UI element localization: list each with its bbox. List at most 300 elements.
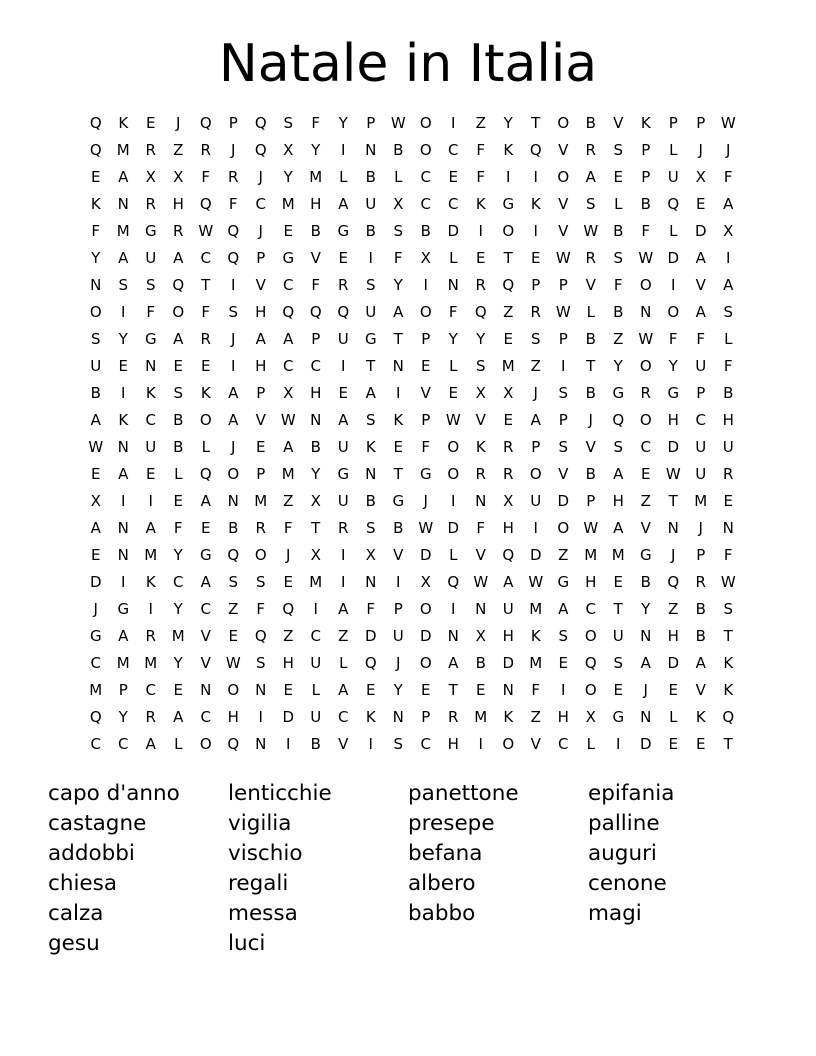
grid-cell: V <box>585 276 596 294</box>
grid-cell: V <box>475 546 486 564</box>
grid-cell: S <box>393 222 404 240</box>
grid-cell: V <box>640 519 651 537</box>
grid-cell: W <box>198 222 214 240</box>
grid-cell: N <box>475 492 487 510</box>
grid-cell: S <box>255 573 266 591</box>
grid-cell: T <box>613 600 623 618</box>
grid-row <box>82 164 742 191</box>
grid-cell: O <box>254 546 267 564</box>
grid-cell: E <box>421 357 431 375</box>
grid-cell: A <box>145 735 156 753</box>
grid-cell: Q <box>254 627 267 645</box>
grid-cell: P <box>531 438 541 456</box>
grid-cell: B <box>228 519 239 537</box>
grid-cell: E <box>613 168 623 186</box>
grid-cell: Q <box>529 141 542 159</box>
grid-cell: X <box>90 492 101 510</box>
grid-cell: I <box>533 168 538 186</box>
grid-cell: F <box>476 519 486 537</box>
grid-cell: W <box>638 249 654 267</box>
word-item: palline <box>588 811 660 836</box>
grid-cell: E <box>201 357 211 375</box>
grid-cell: Y <box>668 357 678 375</box>
grid-cell: K <box>475 195 486 213</box>
grid-cell: E <box>448 168 458 186</box>
grid-cell: F <box>146 303 156 321</box>
grid-cell: W <box>555 249 571 267</box>
grid-cell: D <box>419 546 432 564</box>
grid-cell: O <box>639 276 652 294</box>
grid-cell: A <box>283 438 294 456</box>
grid-cell: B <box>365 168 376 186</box>
grid-cell: X <box>393 195 404 213</box>
grid-cell: F <box>311 114 321 132</box>
grid-cell: R <box>530 303 541 321</box>
grid-cell: I <box>121 303 126 321</box>
word-column <box>408 779 588 959</box>
grid-cell: V <box>200 654 211 672</box>
grid-cell: Q <box>309 303 322 321</box>
grid-cell: I <box>561 357 566 375</box>
grid-cell: R <box>145 708 156 726</box>
grid-cell: W <box>88 438 104 456</box>
grid-cell: L <box>614 195 623 213</box>
grid-cell: S <box>365 519 376 537</box>
grid-cell: B <box>310 438 321 456</box>
grid-cell: O <box>639 411 652 429</box>
grid-cell: N <box>145 357 157 375</box>
grid-cell: R <box>338 519 349 537</box>
grid-cell: E <box>173 492 183 510</box>
grid-cell: K <box>118 411 129 429</box>
grid-cell: H <box>227 708 239 726</box>
grid-cell: Q <box>89 141 102 159</box>
grid-row <box>82 704 742 731</box>
grid-cell: N <box>117 195 129 213</box>
grid-cell: I <box>451 600 456 618</box>
grid-cell: B <box>585 465 596 483</box>
grid-cell: A <box>723 195 734 213</box>
grid-cell: B <box>613 303 624 321</box>
grid-cell: C <box>118 735 129 753</box>
grid-cell: I <box>451 114 456 132</box>
grid-cell: P <box>256 384 266 402</box>
grid-row <box>82 191 742 218</box>
grid-cell: A <box>283 330 294 348</box>
grid-cell: A <box>118 249 129 267</box>
grid-cell: A <box>228 411 239 429</box>
grid-cell: N <box>392 357 404 375</box>
grid-cell: C <box>145 681 156 699</box>
grid-cell: W <box>720 573 736 591</box>
grid-row <box>82 677 742 704</box>
grid-cell: S <box>530 330 541 348</box>
grid-cell: O <box>584 627 597 645</box>
grid-cell: F <box>256 600 266 618</box>
grid-cell: A <box>448 654 459 672</box>
grid-cell: Q <box>337 303 350 321</box>
grid-cell: A <box>118 168 129 186</box>
grid-cell: A <box>695 249 706 267</box>
grid-cell: Q <box>89 708 102 726</box>
grid-cell: V <box>310 249 321 267</box>
grid-cell: S <box>90 330 101 348</box>
grid-cell: I <box>451 492 456 510</box>
grid-cell: Q <box>364 654 377 672</box>
grid-cell: B <box>585 330 596 348</box>
grid-cell: S <box>613 141 624 159</box>
grid-cell: A <box>338 600 349 618</box>
grid-row <box>82 299 742 326</box>
grid-cell: C <box>420 195 431 213</box>
grid-row <box>82 353 742 380</box>
grid-cell: F <box>723 168 733 186</box>
grid-cell: V <box>255 411 266 429</box>
grid-cell: P <box>641 141 651 159</box>
grid-cell: Y <box>118 708 128 726</box>
grid-cell: E <box>201 519 211 537</box>
grid-cell: E <box>338 384 348 402</box>
grid-cell: E <box>118 357 128 375</box>
grid-cell: R <box>475 276 486 294</box>
grid-cell: U <box>392 627 404 645</box>
grid-cell: X <box>310 546 321 564</box>
grid-cell: R <box>448 708 459 726</box>
grid-cell: D <box>694 222 707 240</box>
grid-cell: J <box>726 141 731 159</box>
grid-cell: H <box>447 735 459 753</box>
grid-cell: P <box>641 168 651 186</box>
grid-cell: M <box>474 708 488 726</box>
grid-cell: S <box>145 276 156 294</box>
grid-cell: C <box>558 735 569 753</box>
grid-cell: I <box>341 573 346 591</box>
grid-cell: G <box>144 222 157 240</box>
grid-cell: N <box>640 627 652 645</box>
grid-cell: Z <box>613 330 624 348</box>
grid-cell: V <box>420 384 431 402</box>
grid-cell: T <box>723 735 733 753</box>
grid-cell: J <box>643 681 648 699</box>
grid-cell: Z <box>283 627 294 645</box>
grid-cell: O <box>419 114 432 132</box>
grid-cell: D <box>419 627 432 645</box>
grid-cell: C <box>173 573 184 591</box>
grid-cell: Z <box>283 492 294 510</box>
grid-cell: J <box>93 600 98 618</box>
grid-cell: S <box>255 654 266 672</box>
grid-cell: N <box>392 708 404 726</box>
grid-cell: M <box>171 627 185 645</box>
grid-cell: I <box>616 735 621 753</box>
grid-cell: Z <box>228 600 239 618</box>
grid-cell: G <box>117 600 130 618</box>
grid-cell: W <box>528 573 544 591</box>
grid-cell: M <box>116 654 130 672</box>
grid-cell: L <box>669 708 678 726</box>
grid-cell: P <box>696 546 706 564</box>
grid-cell: S <box>283 114 294 132</box>
grid-cell: Y <box>311 465 321 483</box>
grid-cell: Y <box>311 141 321 159</box>
word-item: panettone <box>408 781 519 806</box>
grid-cell: N <box>255 681 267 699</box>
word-item: epifania <box>588 781 675 806</box>
grid-cell: B <box>393 141 404 159</box>
grid-cell: P <box>393 600 403 618</box>
grid-cell: N <box>227 492 239 510</box>
grid-cell: C <box>145 411 156 429</box>
grid-cell: O <box>172 303 185 321</box>
grid-row <box>82 461 742 488</box>
grid-cell: O <box>447 438 460 456</box>
grid-row <box>82 488 742 515</box>
grid-cell: U <box>145 438 157 456</box>
grid-cell: Y <box>613 357 623 375</box>
grid-cell: Q <box>612 411 625 429</box>
grid-cell: V <box>695 276 706 294</box>
grid-cell: V <box>585 438 596 456</box>
grid-cell: W <box>720 114 736 132</box>
grid-cell: C <box>90 654 101 672</box>
grid-cell: U <box>365 303 377 321</box>
grid-cell: Q <box>227 222 240 240</box>
grid-cell: J <box>286 546 291 564</box>
grid-cell: Q <box>89 114 102 132</box>
grid-cell: B <box>173 438 184 456</box>
grid-cell: O <box>89 303 102 321</box>
grid-cell: Q <box>667 573 680 591</box>
grid-cell: P <box>696 384 706 402</box>
grid-cell: V <box>558 141 569 159</box>
grid-cell: Q <box>199 465 212 483</box>
grid-cell: I <box>396 573 401 591</box>
grid-cell: B <box>310 735 321 753</box>
grid-cell: N <box>90 276 102 294</box>
grid-cell: R <box>200 330 211 348</box>
grid-row <box>82 650 742 677</box>
grid-cell: K <box>723 654 734 672</box>
grid-cell: G <box>612 708 625 726</box>
grid-cell: B <box>640 573 651 591</box>
grid-cell: R <box>173 222 184 240</box>
grid-cell: S <box>585 195 596 213</box>
grid-cell: F <box>448 303 458 321</box>
grid-row <box>82 272 742 299</box>
grid-cell: I <box>478 735 483 753</box>
grid-cell: T <box>531 114 541 132</box>
grid-cell: K <box>695 708 706 726</box>
word-column <box>588 779 768 959</box>
grid-cell: J <box>671 546 676 564</box>
grid-cell: I <box>258 708 263 726</box>
grid-cell: P <box>118 681 128 699</box>
grid-cell: P <box>256 249 266 267</box>
word-item: presepe <box>408 811 495 836</box>
grid-cell: L <box>339 654 348 672</box>
grid-cell: M <box>309 168 323 186</box>
grid-row <box>82 434 742 461</box>
grid-cell: G <box>419 465 432 483</box>
grid-cell: O <box>557 519 570 537</box>
grid-cell: N <box>365 573 377 591</box>
grid-cell: E <box>503 330 513 348</box>
grid-cell: N <box>447 276 459 294</box>
grid-cell: S <box>558 384 569 402</box>
grid-cell: E <box>531 249 541 267</box>
grid-cell: E <box>146 465 156 483</box>
word-item: babbo <box>408 901 476 926</box>
grid-cell: R <box>585 249 596 267</box>
grid-cell: O <box>199 735 212 753</box>
grid-cell: X <box>475 627 486 645</box>
grid-cell: M <box>584 546 598 564</box>
grid-cell: J <box>396 654 401 672</box>
grid-cell: A <box>503 573 514 591</box>
grid-cell: A <box>173 249 184 267</box>
grid-cell: K <box>503 141 514 159</box>
grid-cell: M <box>116 141 130 159</box>
grid-cell: F <box>228 195 238 213</box>
grid-cell: Q <box>282 303 295 321</box>
grid-cell: G <box>557 573 570 591</box>
grid-cell: M <box>694 492 708 510</box>
grid-cell: B <box>695 627 706 645</box>
grid-cell: Y <box>393 681 403 699</box>
grid-cell: E <box>393 438 403 456</box>
grid-cell: A <box>723 276 734 294</box>
grid-cell: J <box>258 168 263 186</box>
grid-cell: E <box>283 573 293 591</box>
grid-cell: L <box>449 546 458 564</box>
grid-cell: F <box>421 438 431 456</box>
grid-cell: W <box>445 411 461 429</box>
grid-cell: I <box>396 384 401 402</box>
grid-cell: A <box>338 195 349 213</box>
grid-cell: Y <box>641 600 651 618</box>
grid-cell: I <box>533 222 538 240</box>
grid-cell: N <box>310 411 322 429</box>
grid-cell: C <box>338 708 349 726</box>
grid-cell: M <box>144 654 158 672</box>
grid-cell: I <box>231 357 236 375</box>
grid-cell: O <box>529 465 542 483</box>
grid-cell: A <box>173 330 184 348</box>
grid-cell: X <box>420 573 431 591</box>
grid-cell: C <box>448 141 459 159</box>
grid-cell: E <box>696 735 706 753</box>
grid-cell: E <box>338 249 348 267</box>
grid-cell: K <box>118 114 129 132</box>
grid-cell: K <box>145 573 156 591</box>
grid-cell: W <box>583 222 599 240</box>
grid-cell: Z <box>558 546 569 564</box>
grid-cell: Z <box>338 627 349 645</box>
grid-cell: R <box>503 465 514 483</box>
grid-row <box>82 731 742 758</box>
grid-cell: T <box>668 492 678 510</box>
word-item: luci <box>228 931 266 956</box>
grid-cell: I <box>368 735 373 753</box>
grid-cell: O <box>419 141 432 159</box>
grid-cell: P <box>696 114 706 132</box>
grid-cell: Y <box>393 276 403 294</box>
grid-row <box>82 110 742 137</box>
grid-cell: P <box>586 492 596 510</box>
grid-cell: E <box>146 114 156 132</box>
grid-cell: G <box>639 546 652 564</box>
grid-cell: X <box>420 249 431 267</box>
grid-cell: Q <box>722 708 735 726</box>
grid-cell: I <box>561 681 566 699</box>
grid-cell: R <box>145 627 156 645</box>
grid-cell: R <box>338 276 349 294</box>
grid-cell: S <box>118 276 129 294</box>
grid-cell: O <box>584 681 597 699</box>
grid-cell: G <box>364 330 377 348</box>
grid-cell: D <box>639 735 652 753</box>
grid-cell: A <box>640 654 651 672</box>
word-item: lenticchie <box>228 781 332 806</box>
grid-cell: I <box>341 357 346 375</box>
grid-cell: C <box>310 357 321 375</box>
grid-row <box>82 137 742 164</box>
grid-cell: H <box>722 411 734 429</box>
grid-cell: A <box>90 519 101 537</box>
grid-cell: N <box>117 546 129 564</box>
grid-cell: Y <box>173 654 183 672</box>
grid-cell: F <box>641 222 651 240</box>
grid-cell: Q <box>227 546 240 564</box>
grid-cell: X <box>503 384 514 402</box>
grid-cell: F <box>531 681 541 699</box>
grid-cell: N <box>117 438 129 456</box>
grid-cell: B <box>640 195 651 213</box>
grid-cell: P <box>366 114 376 132</box>
grid-cell: H <box>255 357 267 375</box>
grid-cell: Z <box>173 141 184 159</box>
grid-cell: G <box>199 546 212 564</box>
grid-cell: A <box>173 708 184 726</box>
grid-cell: F <box>696 330 706 348</box>
grid-cell: E <box>173 681 183 699</box>
grid-cell: Q <box>254 141 267 159</box>
grid-cell: N <box>365 465 377 483</box>
grid-cell: M <box>501 357 515 375</box>
grid-cell: M <box>611 546 625 564</box>
grid-cell: M <box>116 222 130 240</box>
grid-cell: R <box>228 168 239 186</box>
grid-cell: G <box>667 384 680 402</box>
grid-cell: J <box>698 519 703 537</box>
grid-cell: C <box>448 195 459 213</box>
grid-cell: L <box>449 249 458 267</box>
grid-cell: C <box>420 735 431 753</box>
grid-cell: G <box>392 492 405 510</box>
grid-cell: A <box>530 411 541 429</box>
grid-cell: O <box>199 411 212 429</box>
grid-cell: G <box>337 222 350 240</box>
grid-cell: Q <box>447 573 460 591</box>
puzzle-title: Natale in Italia <box>218 34 598 94</box>
grid-cell: N <box>117 519 129 537</box>
grid-cell: A <box>118 627 129 645</box>
grid-cell: S <box>173 384 184 402</box>
grid-cell: I <box>231 276 236 294</box>
grid-cell: U <box>90 357 102 375</box>
grid-cell: H <box>585 573 597 591</box>
grid-cell: M <box>309 573 323 591</box>
